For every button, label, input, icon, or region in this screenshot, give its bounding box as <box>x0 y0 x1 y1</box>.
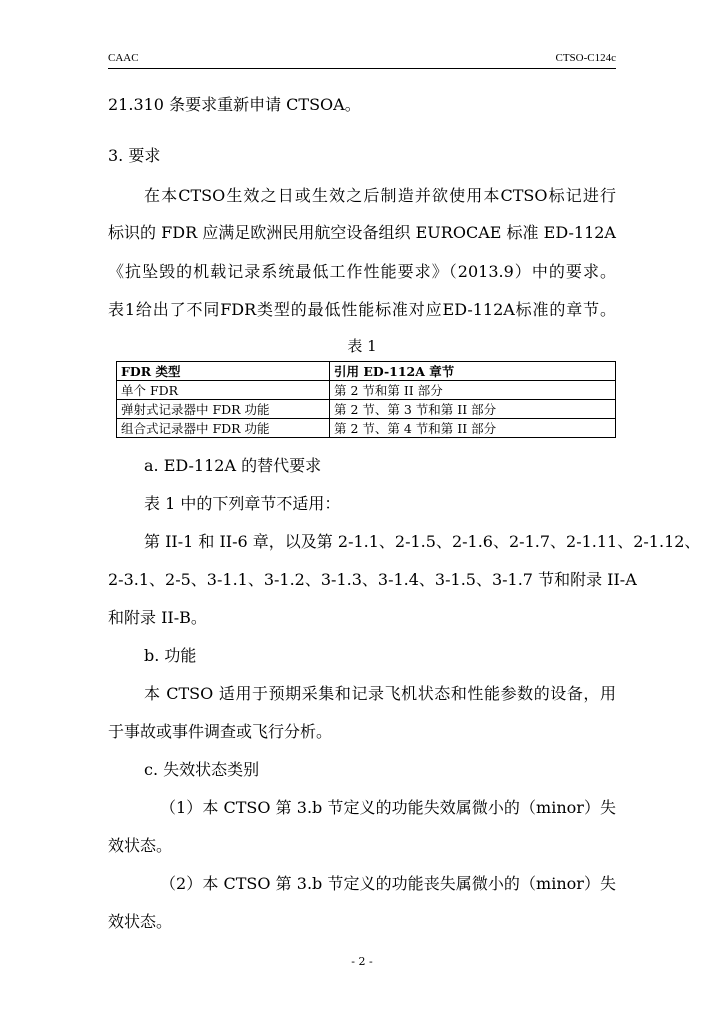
table-cell: 弹射式记录器中 FDR 功能 <box>117 400 330 419</box>
table-cell: 第 2 节、第 4 节和第 II 部分 <box>330 419 616 438</box>
table-header-cell: 引用 ED-112A 章节 <box>330 362 616 381</box>
paragraph-line: 《抗坠毁的机载记录系统最低工作性能要求》（2013.9）中的要求。 <box>108 262 616 281</box>
table-cell: 组合式记录器中 FDR 功能 <box>117 419 330 438</box>
paragraph-line: （2）本 CTSO 第 3.b 节定义的功能丧失属微小的（minor）失 <box>160 874 616 893</box>
header-rule <box>108 68 616 69</box>
paragraph-line: 在本CTSO生效之日或生效之后制造并欲使用本CTSO标记进行 <box>144 186 616 205</box>
paragraph-line: 表 1 中的下列章节不适用： <box>144 494 341 513</box>
paragraph-line: 表1给出了不同FDR类型的最低性能标准对应ED-112A标准的章节。 <box>108 300 616 319</box>
page-number: - 2 - <box>351 955 373 968</box>
page-header <box>108 52 616 68</box>
text-line: 21.310 条要求重新申请 CTSOA。 <box>108 95 361 114</box>
table-cell: 第 2 节、第 3 节和第 II 部分 <box>330 400 616 419</box>
paragraph-line: 效状态。 <box>108 912 173 931</box>
table-cell: 第 2 节和第 II 部分 <box>330 381 616 400</box>
table-row <box>117 419 616 438</box>
paragraph-line: （1）本 CTSO 第 3.b 节定义的功能失效属微小的（minor）失 <box>160 798 616 817</box>
fdr-table <box>116 361 616 438</box>
paragraph-line: 2-3.1、2-5、3-1.1、3-1.2、3-1.3、3-1.4、3-1.5、3-1.7 节和附录 II-A <box>108 570 637 589</box>
table-header-row <box>117 362 616 381</box>
paragraph-line: 于事故或事件调查或飞行分析。 <box>108 722 333 741</box>
paragraph-line: 本 CTSO 适用于预期采集和记录飞机状态和性能参数的设备，用 <box>144 684 616 703</box>
paragraph-line: 第 II-1 和 II-6 章，以及第 2-1.1、2-1.5、2-1.6、2-1.7、2-1.11、2-1.12、 <box>144 532 701 551</box>
subsection-heading: b. 功能 <box>144 646 197 665</box>
table-header-cell: FDR 类型 <box>117 362 330 381</box>
table-cell: 单个 FDR <box>117 381 330 400</box>
table-caption: 表 1 <box>347 337 377 355</box>
paragraph-line: 效状态。 <box>108 836 173 855</box>
header-org: CAAC <box>108 52 139 64</box>
section-heading: 3. 要求 <box>108 146 161 165</box>
subsection-heading: a. ED-112A 的替代要求 <box>144 456 322 475</box>
header-doc-id: CTSO-C124c <box>555 52 616 64</box>
paragraph-line: 和附录 II-B。 <box>108 608 207 627</box>
paragraph-line: 标识的 FDR 应满足欧洲民用航空设备组织 EUROCAE 标准 ED-112A <box>108 223 616 242</box>
table-row <box>117 381 616 400</box>
subsection-heading: c. 失效状态类别 <box>144 760 260 779</box>
table-row <box>117 400 616 419</box>
